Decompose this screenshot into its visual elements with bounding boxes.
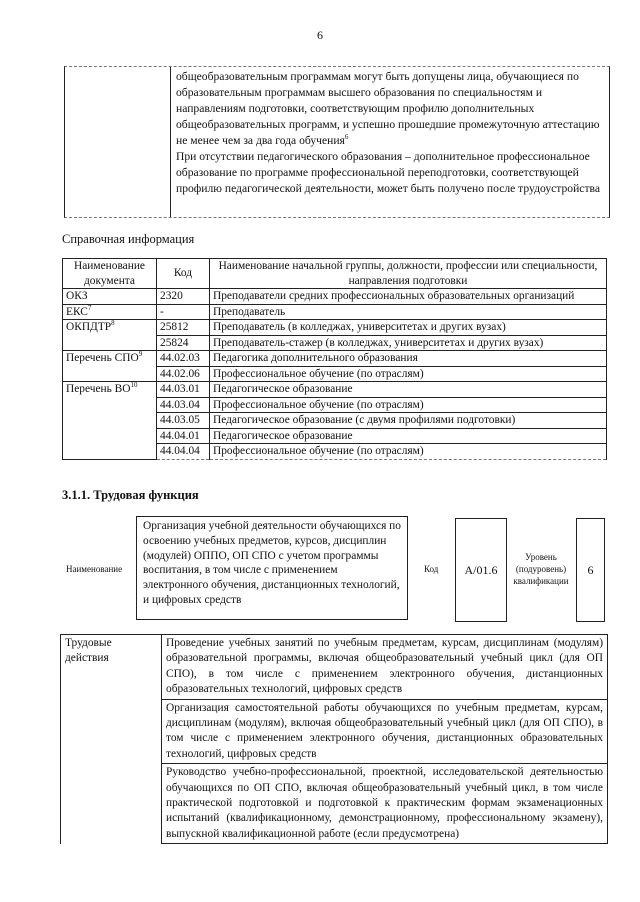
name-cell: Преподаватели средних профессиональных образовательных организаций xyxy=(210,289,607,305)
table-row xyxy=(61,635,608,700)
code-cell: 44.02.03 xyxy=(157,351,210,367)
code-cell: 44.03.04 xyxy=(157,397,210,413)
code-cell: - xyxy=(157,304,210,320)
doc-spo: Перечень СПО$^9$ xyxy=(63,351,157,382)
requirements-paragraph-1: общеобразовательным программам могут быть допущены лица, обучающиеся по образовательным программам высшего образования по специальностям и направлениям подготовки, соответствующим профилю дополнительных общеобразовательных программ, и успешно прошедшие промежуточную аттестацию не менее чем за два года обучения$^6$ xyxy=(176,70,600,147)
labor-action-item: Организация самостоятельной работы обучающихся по учебным предметам, курсам, дисциплинам (модулям), включая общеобразовательный учебный цикл (для ОП СПО), в том числе с применением электронного обучения, дистанционных образовательных технологий, цифровых средств xyxy=(162,699,608,764)
doc-okz: ОКЗ xyxy=(63,289,157,305)
table-row xyxy=(63,320,607,336)
code-cell: 44.03.05 xyxy=(157,413,210,429)
name-cell: Преподаватель xyxy=(210,304,607,320)
table-row xyxy=(63,382,607,398)
name-cell: Преподаватель (в колледжах, университетах и других вузах) xyxy=(210,320,607,336)
name-cell: Педагогическое образование (с двумя профилями подготовки) xyxy=(210,413,607,429)
requirements-paragraph-2: При отсутствии педагогического образования – дополнительное профессиональное образование по программе профессиональной переподготовки, соответствующей профилю педагогической деятельности, может быть получено после трудоустройства xyxy=(176,150,600,195)
requirements-text xyxy=(176,69,606,197)
labor-action-item: Руководство учебно-профессиональной, проектной, исследовательской деятельностью обучающихся по ОП СПО, включая общеобразовательный учебный цикл, в том числе практической подготовкой и подготовкой к практическим формам экзаменационных испытаний (квалификационному, демонстрационному, профессиональному экзамену), выпускной квалификационной работе (если предусмотрена) xyxy=(162,764,608,844)
code-cell: 44.02.06 xyxy=(157,366,210,382)
code-cell: 44.03.01 xyxy=(157,382,210,398)
name-cell: Педагогическое образование xyxy=(210,428,607,444)
name-cell: Профессиональное обучение (по отраслям) xyxy=(210,397,607,413)
education-requirements-continuation xyxy=(64,66,610,218)
table-row xyxy=(63,289,607,305)
code-cell: 44.04.04 xyxy=(157,444,210,460)
code-cell: 2320 xyxy=(157,289,210,305)
name-cell: Профессиональное обучение (по отраслям) xyxy=(210,444,607,460)
function-name-label: Наименование xyxy=(66,564,123,574)
header-name: Наименование начальной группы, должности, профессии или специальности, направления подготовки xyxy=(210,259,607,289)
table-row xyxy=(63,351,607,367)
function-code-label: Код xyxy=(424,564,439,574)
reference-title: Справочная информация xyxy=(62,232,195,246)
code-cell: 44.04.01 xyxy=(157,428,210,444)
table-row xyxy=(63,259,607,289)
function-code: A/01.6 xyxy=(455,518,507,622)
labor-action-item: Проведение учебных занятий по учебным предметам, курсам, дисциплинам (модулям) образовательной программы, включая общеобразовательный учебный цикл (для ОП СПО), в том числе с применением электронного обучения, дистанционных образовательных технологий, цифровых средств xyxy=(162,635,608,700)
code-cell: 25824 xyxy=(157,335,210,351)
section-title: 3.1.1. Трудовая функция xyxy=(62,488,199,502)
code-cell: 25812 xyxy=(157,320,210,336)
doc-eks: ЕКС$^7$ xyxy=(63,304,157,320)
page-number: 6 xyxy=(317,28,323,42)
labor-actions-table xyxy=(60,634,608,844)
name-cell: Педагогическое образование xyxy=(210,382,607,398)
name-cell: Профессиональное обучение (по отраслям) xyxy=(210,366,607,382)
footnote-ref: 6 xyxy=(344,133,349,142)
name-cell: Педагогика дополнительного образования xyxy=(210,351,607,367)
header-document: Наименование документа xyxy=(63,259,157,289)
reference-table xyxy=(62,258,607,460)
qualification-level-label: Уровень (подуровень) квалификации xyxy=(513,552,569,586)
doc-okpdtr: ОКПДТР$^8$ xyxy=(63,320,157,351)
table-row xyxy=(63,304,607,320)
qualification-level: 6 xyxy=(576,518,605,622)
doc-vo: Перечень ВО$^{10}$ xyxy=(63,382,157,460)
function-name: Организация учебной деятельности обучающихся по освоению учебных предметов, курсов, дисциплин (модулей) ОППО, ОП СПО с учетом программы воспитания, в том числе с применением электронного обучения, дистанционных технологий, и цифровых средств xyxy=(136,516,408,620)
header-code: Код xyxy=(157,259,210,289)
labor-actions-label: Трудовые действия xyxy=(61,635,162,844)
name-cell: Преподаватель-стажер (в колледжах, университетах и других вузах) xyxy=(210,335,607,351)
